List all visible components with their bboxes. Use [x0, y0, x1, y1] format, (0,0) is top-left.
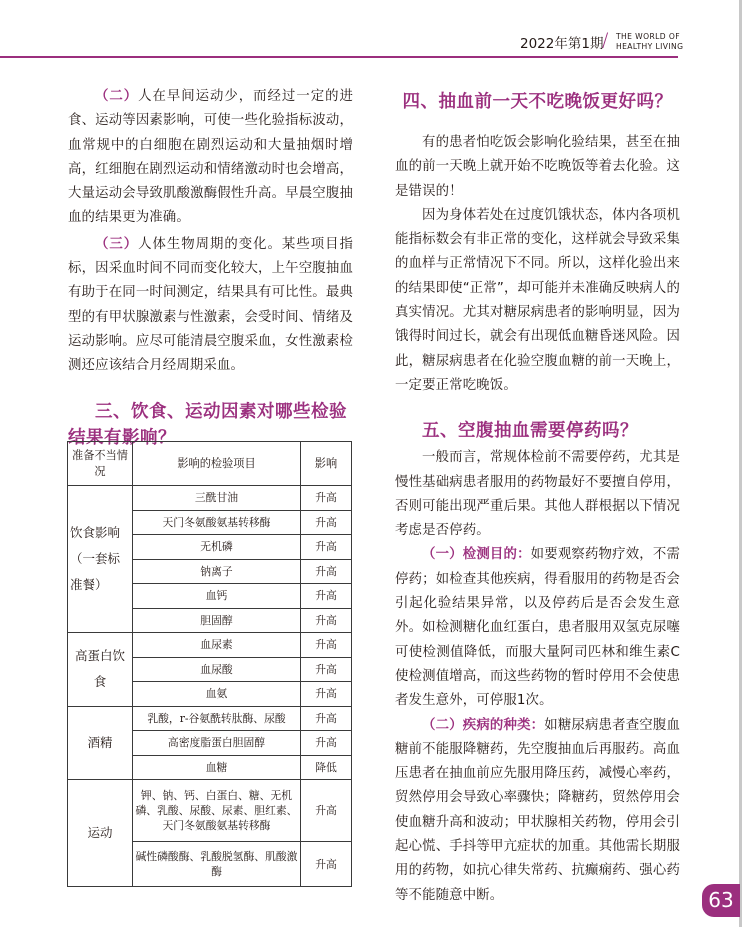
item-cell: 无机磷: [133, 535, 301, 560]
paragraph-test-purpose: [395, 543, 680, 713]
magazine-brand: [616, 32, 683, 52]
table-row: [68, 486, 352, 511]
section-5-title: 五、空腹抽血需要停药吗？: [422, 421, 638, 442]
paragraph-lead: （三）: [95, 236, 139, 252]
left-column: [68, 85, 353, 451]
header-condition: 准备不当情况: [68, 442, 133, 486]
paragraph-skip-dinner: 有的患者怕吃饭会影响化验结果，甚至在抽血的前一天晚上就开始不吃晚饭等着去化验。这是错误的！: [395, 135, 680, 199]
paragraph-text: 如糖尿病患者查空腹血糖前不能服降糖药，先空腹抽血后再服药。高血压患者在抽血前应先服用降压药，减慢心率药，贸然停用会导致心率骤快；降糖药，贸然停用会使血糖升高和波动；甲状腺相关药物，停用会引起心慌、手抖等甲亢症状的加重。其他需长期服用的药物，如抗心律失常药、抗癫痫药、强心药等不能随意中断。: [395, 717, 680, 903]
header-items: 影响的检验项目: [133, 442, 301, 486]
paragraph-hunger-state: 因为身体若处在过度饥饿状态，体内各项机能指标数会有非正常的变化，这样就会导致采集的血样与正常情况下不同。所以，这样化验出来的结果即使“正常”，却可能并未准确反映病人的真实情况。尤其对糖尿病患者的影响明显，因为饿得时间过长，就会有出现低血糖昏迷风险。因此，糖尿病患者在化验空腹血糖的前一天晚上，一定要正常吃晚饭。: [395, 207, 680, 393]
paragraph-text: 人体生物周期的变化。某些项目指标，因采血时间不同而变化较大，上午空腹抽血有助于在同一时间测定，结果具有可比性。最典型的有甲状腺激素与性激素，会受时间、情绪及运动影响。应尽可能清晨空腹采血，女性激素检测还应该结合月经周期采血。: [68, 236, 353, 374]
effect-cell: 升高: [301, 731, 352, 756]
effect-cell: 升高: [301, 780, 352, 842]
item-cell: 钠离子: [133, 559, 301, 584]
paragraph-disease-type: [395, 714, 680, 908]
category-exercise: 运动: [68, 780, 133, 887]
header-divider: [0, 56, 678, 58]
item-cell: 血尿素: [133, 633, 301, 658]
brand-line-1: THE WORLD OF: [616, 32, 680, 41]
effect-cell: 升高: [301, 486, 352, 511]
item-cell: 胆固醇: [133, 608, 301, 633]
item-cell: 高密度脂蛋白胆固醇: [133, 731, 301, 756]
effect-cell: 升高: [301, 842, 352, 887]
paragraph-early-exercise: [68, 85, 353, 231]
paragraph-text: 人在早间运动少，而经过一定的进食、运动等因素影响，可使一些化验指标波动，血常规中的白细胞在剧烈运动和大量抽烟时增高，红细胞在剧烈运动和情绪激动时也会增高，大量运动会导致肌酸激酶假性升高。早晨空腹抽血的结果更为准确。: [68, 89, 353, 226]
effect-cell: 升高: [301, 682, 352, 707]
effect-cell: 升高: [301, 608, 352, 633]
section-4-title: 四、抽血前一天不吃晚饭更好吗？: [402, 92, 673, 112]
effect-cell: 升高: [301, 584, 352, 609]
paragraph-text: 如要观察药物疗效，不需停药；如检查其他疾病，得看服用的药物是否会引起化验结果异常，以及停药后是否会发生意外。如检测糖化血红蛋白，患者服用双氢克尿噻可使检测值降低，而服大量阿司匹林和维生素C使检测值增高，而这些药物的暂时停用不会使患者发生意外，可停服1次。: [395, 547, 681, 709]
table-row: [68, 706, 352, 731]
paragraph-lead: （一）检测目的：: [422, 547, 531, 563]
effect-cell: 升高: [301, 633, 352, 658]
item-cell: 血氨: [133, 682, 301, 707]
paragraph-lead: （二）: [95, 89, 139, 104]
effect-cell: 升高: [301, 559, 352, 584]
effect-cell: 降低: [301, 755, 352, 780]
right-column: [395, 89, 680, 908]
item-cell: 血尿酸: [133, 657, 301, 682]
effect-cell: 升高: [301, 510, 352, 535]
item-cell: 血钙: [133, 584, 301, 609]
header-slash: /: [602, 29, 609, 51]
effect-cell: 升高: [301, 657, 352, 682]
category-diet: 饮食影响（一套标准餐）: [68, 486, 133, 633]
effect-cell: 升高: [301, 706, 352, 731]
paragraph-medication-general: 一般而言，常规体检前不需要停药，尤其是慢性基础病患者服用的药物最好不要擅自停用，否则可能出现严重后果。其他人群根据以下情况考虑是否停药。: [395, 450, 680, 539]
section-3-title: 三、饮食、运动因素对哪些检验结果有影响？: [68, 401, 347, 448]
item-cell: 三酰甘油: [133, 486, 301, 511]
category-alcohol: 酒精: [68, 706, 133, 780]
item-cell: 碱性磷酸酶、乳酸脱氢酶、肌酸激酶: [133, 842, 301, 887]
item-cell: 天门冬氨酸氨基转移酶: [133, 510, 301, 535]
item-cell: 血糖: [133, 755, 301, 780]
table-row: [68, 633, 352, 658]
brand-line-2: HEALTHY LIVING: [616, 42, 684, 51]
item-cell: 钾、钠、钙、白蛋白、糖、无机磷、乳酸、尿酸、尿素、胆红素、天门冬氨酸氨基转移酶: [133, 780, 301, 842]
paragraph-biological-cycle: [68, 233, 353, 379]
header-effect: 影响: [301, 442, 352, 486]
effect-cell: 升高: [301, 535, 352, 560]
effects-table: [67, 441, 352, 887]
page-number-badge: 63: [702, 884, 740, 917]
table-row: [68, 780, 352, 842]
issue-label: 2022年第1期: [520, 36, 604, 52]
category-high-protein: 高蛋白饮食: [68, 633, 133, 707]
item-cell: 乳酸，r-谷氨酰转肽酶、尿酸: [133, 706, 301, 731]
paragraph-lead: （二）疾病的种类：: [422, 717, 545, 733]
table-header-row: [68, 442, 352, 486]
